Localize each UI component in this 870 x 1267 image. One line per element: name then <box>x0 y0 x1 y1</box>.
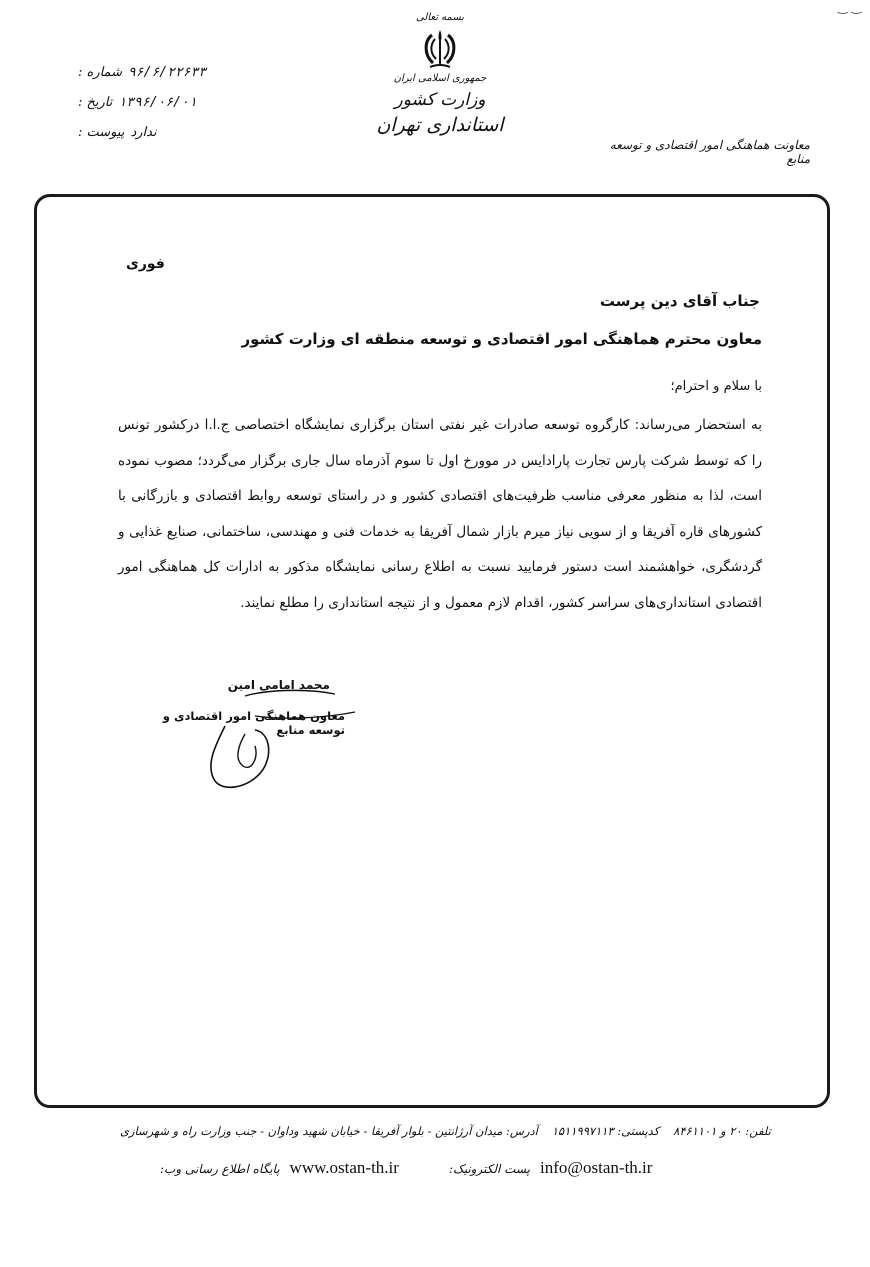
urgency-label: فوری <box>126 256 165 272</box>
recipient-title: معاون محترم هماهنگی امور اقتصادی و توسعه منطقه ای وزارت کشور <box>241 330 762 348</box>
letter-meta <box>78 58 238 148</box>
footer-postal-code: کدپستی: ۱۵۱۱۹۹۷۱۱۳ <box>551 1124 660 1138</box>
iran-emblem-icon <box>420 27 460 71</box>
ministry-title: وزارت کشور <box>394 90 486 110</box>
letter-body-text: به استحضار می‌رساند: کارگروه توسعه صادرات غیر نفتی استان برگزاری نمایشگاه اختصاصی ج.ا.ا درکشور تونس را که توسط شرکت پارس تجارت پارادایس در موورخ اول تا سوم آذرماه سال جاری برگزار می‌گردد؛ مصوب نموده است، لذا به منظور معرفی مناسب ظرفیت‌های اقتصادی کشور و در راستای توسعه روابط اقتصادی و بازرگانی با کشورهای قاره آفریقا و از سویی نیاز میرم بازار شمال آفریقا به خدمات فنی و مهندسی، ساختمانی، صنایع غذایی و گردشگری، خواهشمند است دستور فرمایید نسبت به اطلاع رسانی نمایشگاه مذکور به ادارات کل هماهنگی امور اقتصادی استانداری‌های سراسر کشور، اقدام لازم معمول و از نتیجه استانداری را مطلع نمایند. <box>118 417 762 611</box>
footer-address: آدرس: میدان آرژانتین - بلوار آفریقا - خیابان شهید وداوان - جنب وزارت راه و شهرسازی <box>120 1124 538 1138</box>
republic-text: جمهوری اسلامی ایران <box>393 73 487 84</box>
signer-title: معاون هماهنگی امور اقتصادی و توسعه منابع <box>162 709 345 737</box>
footer-web-line <box>160 1158 720 1178</box>
signer-name: محمد امامی امین <box>227 678 330 692</box>
bismillah-text: بسمه تعالی <box>415 12 465 23</box>
recipient-name: جناب آقای دین پرست <box>599 292 760 310</box>
footer-website-label: پایگاه اطلاع رسانی وب: <box>160 1162 280 1176</box>
handwritten-signature <box>185 686 375 796</box>
letterhead <box>370 12 510 136</box>
deputy-office-header: معاونت هماهنگی امور اقتصادی و توسعه منابع <box>609 138 810 166</box>
footer-website-link[interactable]: www.ostan-th.ir <box>289 1158 399 1177</box>
scan-corner-mark: ‿ ‿ <box>838 0 862 14</box>
governorate-title: استانداری تهران <box>376 114 504 136</box>
letter-attachment-row <box>78 118 238 148</box>
footer-phone: تلفن: ۲۰ و ۸۴۶۱۱۰۱ <box>673 1124 771 1138</box>
footer-email-label: پست الکترونیک: <box>448 1162 530 1176</box>
letter-date-label: تاریخ : <box>78 95 113 110</box>
letter-number-label: شماره : <box>78 65 122 80</box>
footer-email-link[interactable]: info@ostan-th.ir <box>539 1158 653 1177</box>
greeting-line: با سلام و احترام؛ <box>670 379 762 394</box>
letter-attachment-value: ندارد <box>130 125 157 140</box>
letter-date-value: ۱۳۹۶/۰۶/۰۱ <box>118 95 197 110</box>
footer-address-line <box>120 1124 810 1138</box>
letter-date-row <box>78 88 238 118</box>
letter-attachment-label: پیوست : <box>78 125 125 140</box>
letter-number-value: ۹۶/۶/۲۲۶۳۳ <box>127 65 207 80</box>
letter-number-row <box>78 58 238 88</box>
